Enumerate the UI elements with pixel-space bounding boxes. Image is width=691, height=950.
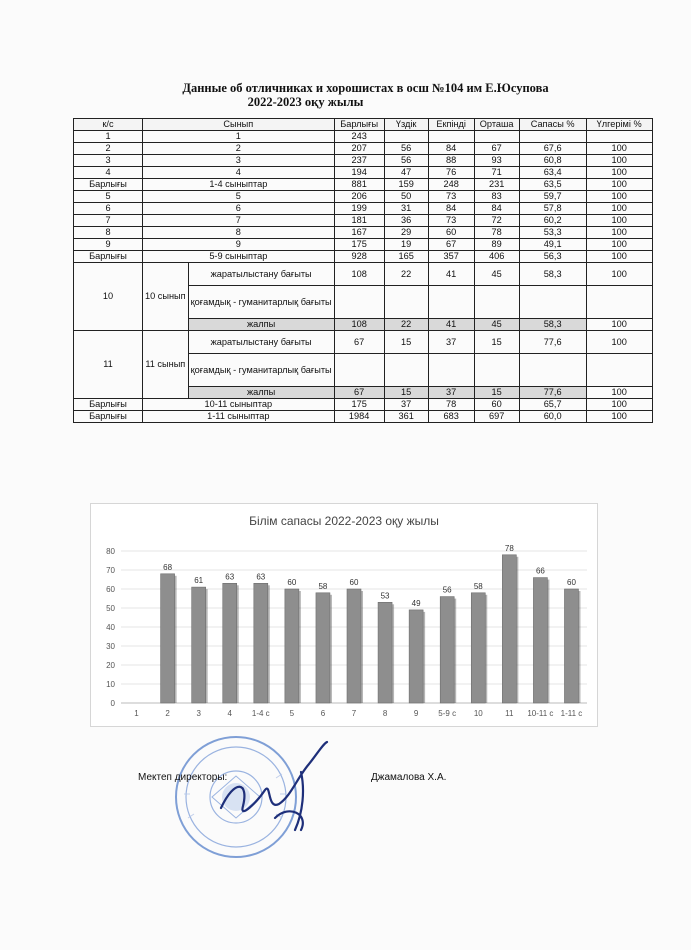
bar — [223, 583, 237, 703]
avg-cell: 67 — [474, 143, 519, 155]
good-cell: 357 — [428, 251, 474, 263]
total-cell: 237 — [334, 155, 384, 167]
total-cell: 206 — [334, 191, 384, 203]
row-number-cell: Барлығы — [74, 179, 143, 191]
director-name: Джамалова Х.А. — [371, 772, 447, 783]
y-tick-label: 70 — [106, 566, 115, 575]
bar — [161, 574, 175, 703]
x-tick-label: 7 — [351, 709, 357, 718]
best-cell — [384, 354, 428, 387]
quality-cell: 77,6 — [519, 387, 586, 399]
good-cell: 248 — [428, 179, 474, 191]
col-header-no: к/с — [74, 119, 143, 131]
good-cell: 84 — [428, 203, 474, 215]
x-tick-label: 1-4 с — [251, 709, 270, 718]
data-label: 60 — [567, 578, 576, 587]
table-row — [74, 215, 653, 227]
quality-cell: 63,5 — [519, 179, 586, 191]
total-cell: 67 — [334, 331, 384, 354]
bar — [440, 597, 454, 703]
best-cell: 31 — [384, 203, 428, 215]
col-header-total: Барлығы — [334, 119, 384, 131]
class-cell: 10-11 сыныптар — [143, 399, 335, 411]
good-cell: 73 — [428, 215, 474, 227]
best-cell: 47 — [384, 167, 428, 179]
data-label: 63 — [225, 572, 235, 582]
avg-cell: 83 — [474, 191, 519, 203]
class-cell: 2 — [143, 143, 335, 155]
y-tick-label: 40 — [106, 623, 115, 632]
good-cell: 76 — [428, 167, 474, 179]
progress-cell: 100 — [586, 179, 652, 191]
total-cell: 207 — [334, 143, 384, 155]
quality-cell: 60,2 — [519, 215, 586, 227]
data-label: 58 — [318, 581, 328, 591]
progress-cell — [586, 354, 652, 387]
good-cell — [428, 286, 474, 319]
data-label: 49 — [411, 598, 421, 608]
quality-cell: 58,3 — [519, 319, 586, 331]
document-subtitle: 2022-2023 оқу жылы — [247, 95, 364, 109]
progress-cell: 100 — [586, 191, 652, 203]
best-cell: 361 — [384, 411, 428, 423]
x-tick-label: 10 — [473, 709, 483, 718]
avg-cell — [474, 131, 519, 143]
progress-cell: 100 — [586, 387, 652, 399]
quality-cell — [519, 131, 586, 143]
row-number-cell: 5 — [74, 191, 143, 203]
quality-cell: 49,1 — [519, 239, 586, 251]
quality-cell: 60,8 — [519, 155, 586, 167]
total-cell: 194 — [334, 167, 384, 179]
col-header-progress: Үлгерімі % — [586, 119, 652, 131]
total-cell: 175 — [334, 239, 384, 251]
avg-cell — [474, 354, 519, 387]
quality-cell: 60,0 — [519, 411, 586, 423]
quality-cell: 56,3 — [519, 251, 586, 263]
table-row — [74, 191, 653, 203]
best-cell: 36 — [384, 215, 428, 227]
quality-cell: 63,4 — [519, 167, 586, 179]
row-number-cell: Барлығы — [74, 251, 143, 263]
avg-cell: 72 — [474, 215, 519, 227]
total-cell: 1984 — [334, 411, 384, 423]
class-cell: 5-9 сыныптар — [143, 251, 335, 263]
progress-cell: 100 — [586, 215, 652, 227]
table-row — [74, 179, 653, 191]
avg-cell: 15 — [474, 387, 519, 399]
bar — [471, 593, 485, 703]
class-cell: 8 — [143, 227, 335, 239]
quality-cell: 57,8 — [519, 203, 586, 215]
col-header-quality: Сапасы % — [519, 119, 586, 131]
bar — [564, 589, 578, 703]
class-cell: 1 — [143, 131, 335, 143]
avg-cell: 406 — [474, 251, 519, 263]
total-cell: 175 — [334, 399, 384, 411]
y-tick-label: 10 — [106, 680, 115, 689]
good-cell: 60 — [428, 227, 474, 239]
table-row — [74, 239, 653, 251]
data-label: 60 — [287, 578, 297, 587]
good-cell: 683 — [428, 411, 474, 423]
table-row — [74, 167, 653, 179]
best-cell: 15 — [384, 387, 428, 399]
data-label: 66 — [535, 566, 545, 576]
y-tick-label: 30 — [106, 642, 115, 651]
progress-cell: 100 — [586, 155, 652, 167]
avg-cell: 71 — [474, 167, 519, 179]
class-cell: 7 — [143, 215, 335, 227]
avg-cell: 84 — [474, 203, 519, 215]
avg-cell: 45 — [474, 263, 519, 286]
x-tick-label: 2 — [165, 709, 170, 718]
class-cell: 1-11 сыныптар — [143, 411, 335, 423]
data-label: 53 — [380, 591, 390, 601]
avg-cell — [474, 286, 519, 319]
best-cell: 37 — [384, 399, 428, 411]
best-cell: 165 — [384, 251, 428, 263]
total-cell: 181 — [334, 215, 384, 227]
row-number-cell: 1 — [74, 131, 143, 143]
bar — [254, 583, 268, 703]
x-tick-label: 5-9 с — [438, 709, 457, 718]
class-cell: 6 — [143, 203, 335, 215]
best-cell: 29 — [384, 227, 428, 239]
data-label: 63 — [256, 572, 266, 582]
quality-cell: 67,6 — [519, 143, 586, 155]
direction-label-cell: жаратылыстану бағыты — [188, 263, 334, 286]
data-label: 56 — [442, 585, 452, 595]
class-cell: 5 — [143, 191, 335, 203]
grade-number-cell: 10 — [74, 263, 143, 331]
grade-class-cell: 10 сынып — [143, 263, 189, 331]
best-cell: 19 — [384, 239, 428, 251]
quality-chart — [90, 503, 598, 727]
row-number-cell: 4 — [74, 167, 143, 179]
director-signature — [205, 738, 345, 838]
table-row — [74, 331, 653, 354]
table-row — [74, 131, 653, 143]
total-cell: 243 — [334, 131, 384, 143]
total-cell: 199 — [334, 203, 384, 215]
bar — [533, 578, 547, 703]
best-cell: 56 — [384, 143, 428, 155]
quality-cell: 53,3 — [519, 227, 586, 239]
y-tick-label: 80 — [106, 547, 115, 556]
total-cell: 167 — [334, 227, 384, 239]
good-cell: 67 — [428, 239, 474, 251]
table-header-row — [74, 119, 653, 131]
y-tick-label: 50 — [106, 604, 115, 613]
progress-cell: 100 — [586, 167, 652, 179]
row-number-cell: Барлығы — [74, 399, 143, 411]
best-cell — [384, 131, 428, 143]
y-tick-label: 0 — [110, 699, 115, 708]
table-row — [74, 399, 653, 411]
avg-cell: 60 — [474, 399, 519, 411]
good-cell: 37 — [428, 387, 474, 399]
total-cell: 928 — [334, 251, 384, 263]
total-cell: 881 — [334, 179, 384, 191]
good-cell: 78 — [428, 399, 474, 411]
bar — [347, 589, 361, 703]
table-row — [74, 251, 653, 263]
bar — [192, 587, 206, 703]
table-row — [74, 263, 653, 286]
x-tick-label: 1-11 с — [560, 709, 583, 718]
row-number-cell: 2 — [74, 143, 143, 155]
bar — [378, 602, 392, 703]
col-header-avg: Орташа — [474, 119, 519, 131]
sum-label-cell: жалпы — [188, 387, 334, 399]
best-cell: 22 — [384, 263, 428, 286]
progress-cell: 100 — [586, 203, 652, 215]
progress-cell — [586, 131, 652, 143]
sum-label-cell: жалпы — [188, 319, 334, 331]
row-number-cell: 7 — [74, 215, 143, 227]
quality-cell: 58,3 — [519, 263, 586, 286]
direction-label-cell: қоғамдық - гуманитарлық бағыты — [188, 286, 334, 319]
table-row — [74, 143, 653, 155]
progress-cell: 100 — [586, 239, 652, 251]
best-cell — [384, 286, 428, 319]
direction-label-cell: қоғамдық - гуманитарлық бағыты — [188, 354, 334, 387]
avg-cell: 231 — [474, 179, 519, 191]
good-cell: 84 — [428, 143, 474, 155]
avg-cell: 45 — [474, 319, 519, 331]
col-header-good: Екпінді — [428, 119, 474, 131]
class-cell: 9 — [143, 239, 335, 251]
quality-cell: 59,7 — [519, 191, 586, 203]
best-cell: 15 — [384, 331, 428, 354]
good-cell: 37 — [428, 331, 474, 354]
progress-cell: 100 — [586, 143, 652, 155]
x-tick-label: 11 — [505, 709, 514, 718]
director-label: Мектеп директоры: — [138, 772, 228, 783]
total-cell: 108 — [334, 319, 384, 331]
best-cell: 56 — [384, 155, 428, 167]
x-tick-label: 3 — [196, 709, 201, 718]
x-tick-label: 9 — [413, 709, 419, 718]
data-label: 60 — [349, 578, 359, 587]
table-row — [74, 227, 653, 239]
avg-cell: 15 — [474, 331, 519, 354]
direction-label-cell: жаратылыстану бағыты — [188, 331, 334, 354]
bar — [409, 610, 423, 703]
good-cell: 73 — [428, 191, 474, 203]
x-tick-label: 5 — [289, 709, 295, 718]
progress-cell — [586, 286, 652, 319]
good-cell — [428, 131, 474, 143]
class-cell: 3 — [143, 155, 335, 167]
quality-cell: 77,6 — [519, 331, 586, 354]
y-tick-label: 60 — [106, 585, 115, 594]
best-cell: 50 — [384, 191, 428, 203]
total-cell — [334, 286, 384, 319]
x-tick-label: 4 — [227, 709, 232, 718]
x-tick-label: 10-11 с — [527, 709, 554, 718]
avg-cell: 697 — [474, 411, 519, 423]
chart-plot — [91, 504, 597, 726]
table-row — [74, 411, 653, 423]
quality-cell: 65,7 — [519, 399, 586, 411]
chart-title: Білім сапасы 2022-2023 оқу жылы — [249, 514, 439, 528]
progress-cell: 100 — [586, 331, 652, 354]
row-number-cell: Барлығы — [74, 411, 143, 423]
avg-cell: 78 — [474, 227, 519, 239]
data-label: 68 — [163, 562, 173, 572]
data-label: 58 — [473, 581, 483, 591]
grade-class-cell: 11 сынып — [143, 331, 189, 399]
quality-cell — [519, 354, 586, 387]
progress-cell: 100 — [586, 411, 652, 423]
grade-number-cell: 11 — [74, 331, 143, 399]
progress-cell: 100 — [586, 263, 652, 286]
good-cell: 41 — [428, 319, 474, 331]
x-tick-label: 1 — [134, 709, 139, 718]
total-cell — [334, 354, 384, 387]
best-cell: 22 — [384, 319, 428, 331]
class-cell: 4 — [143, 167, 335, 179]
good-cell — [428, 354, 474, 387]
best-cell: 159 — [384, 179, 428, 191]
good-cell: 41 — [428, 263, 474, 286]
progress-cell: 100 — [586, 399, 652, 411]
progress-cell: 100 — [586, 251, 652, 263]
data-label: 78 — [504, 543, 514, 553]
good-cell: 88 — [428, 155, 474, 167]
progress-cell: 100 — [586, 227, 652, 239]
x-tick-label: 8 — [382, 709, 388, 718]
col-header-best: Үздік — [384, 119, 428, 131]
quality-cell — [519, 286, 586, 319]
row-number-cell: 9 — [74, 239, 143, 251]
x-tick-label: 6 — [320, 709, 326, 718]
row-number-cell: 8 — [74, 227, 143, 239]
avg-cell: 93 — [474, 155, 519, 167]
total-cell: 67 — [334, 387, 384, 399]
row-number-cell: 3 — [74, 155, 143, 167]
bar — [502, 555, 516, 703]
bar — [316, 593, 330, 703]
class-cell: 1-4 сыныптар — [143, 179, 335, 191]
y-tick-label: 20 — [106, 661, 115, 670]
row-number-cell: 6 — [74, 203, 143, 215]
document-title: Данные об отличниках и хорошистах в осш №104 им Е.Юсупова — [182, 81, 549, 95]
table-row — [74, 203, 653, 215]
total-cell: 108 — [334, 263, 384, 286]
col-header-class: Сынып — [143, 119, 335, 131]
bar — [285, 589, 299, 703]
avg-cell: 89 — [474, 239, 519, 251]
results-table — [73, 118, 653, 423]
data-label: 61 — [194, 576, 204, 586]
table-row — [74, 155, 653, 167]
progress-cell: 100 — [586, 319, 652, 331]
